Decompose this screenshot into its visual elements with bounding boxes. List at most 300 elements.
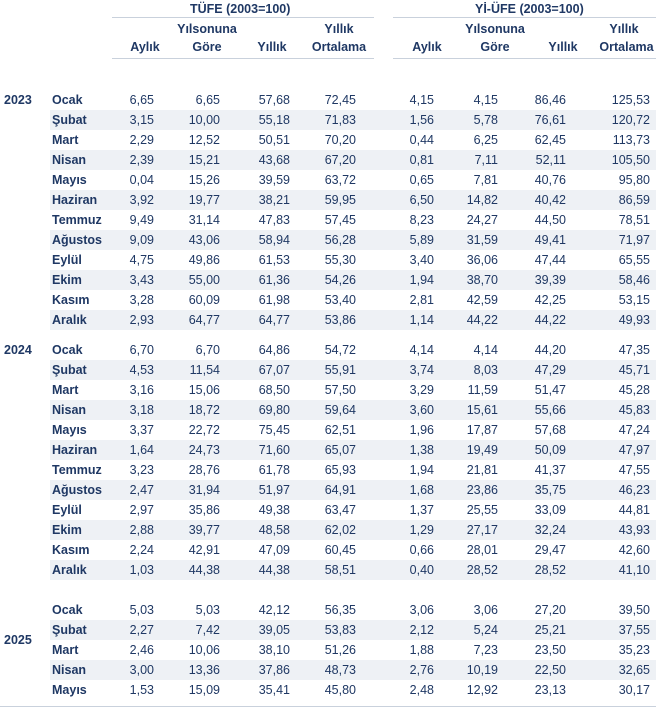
cpi-monthly-cell: 3,16 xyxy=(129,383,154,397)
table-row xyxy=(50,230,656,250)
ppi-monthly-cell: 3,60 xyxy=(409,403,434,417)
ppi-monthly-cell: 8,23 xyxy=(409,213,434,227)
cpi-header-annual: Yıllık xyxy=(257,40,287,54)
ppi-annual-cell: 44,22 xyxy=(534,313,566,327)
table-row xyxy=(50,620,656,640)
ppi-annual-cell: 44,20 xyxy=(534,343,566,357)
ppi-avg-cell: 43,93 xyxy=(618,523,650,537)
ppi-ytd-cell: 17,87 xyxy=(466,423,498,437)
ppi-ytd-cell: 8,03 xyxy=(473,363,498,377)
ppi-monthly-cell: 0,66 xyxy=(409,543,434,557)
cpi-avg-cell: 54,26 xyxy=(324,273,356,287)
cpi-monthly-cell: 6,70 xyxy=(129,343,154,357)
table-row xyxy=(50,380,656,400)
cpi-annual-cell: 39,59 xyxy=(258,173,290,187)
ppi-annual-cell: 41,37 xyxy=(534,463,566,477)
ppi-ytd-cell: 5,78 xyxy=(473,113,498,127)
ppi-monthly-cell: 1,94 xyxy=(409,463,434,477)
ppi-avg-cell: 125,53 xyxy=(611,93,650,107)
table-row xyxy=(50,250,656,270)
ppi-monthly-cell: 1,88 xyxy=(409,643,434,657)
ppi-avg-cell: 49,93 xyxy=(618,313,650,327)
ppi-avg-cell: 113,73 xyxy=(612,133,650,147)
cpi-avg-cell: 59,95 xyxy=(324,193,356,207)
table-row xyxy=(50,480,656,500)
cpi-avg-cell: 64,91 xyxy=(324,483,356,497)
cpi-monthly-cell: 3,00 xyxy=(129,663,154,677)
cpi-annual-cell: 55,18 xyxy=(258,113,290,127)
cpi-annual-cell: 58,94 xyxy=(258,233,290,247)
ppi-monthly-cell: 0,65 xyxy=(409,173,434,187)
ppi-annual-cell: 28,52 xyxy=(534,563,566,577)
ppi-avg-cell: 78,51 xyxy=(618,213,650,227)
month-label: Ocak xyxy=(52,603,83,617)
month-label: Nisan xyxy=(52,403,87,417)
cpi-ytd-cell: 35,86 xyxy=(188,503,220,517)
ppi-annual-cell: 25,21 xyxy=(534,623,566,637)
cpi-monthly-cell: 2,46 xyxy=(129,643,154,657)
ppi-ytd-cell: 28,52 xyxy=(466,563,498,577)
month-label: Mayıs xyxy=(52,173,87,187)
table-bottom-divider xyxy=(0,706,656,707)
cpi-ytd-cell: 28,76 xyxy=(188,463,220,477)
cpi-ytd-cell: 64,77 xyxy=(188,313,220,327)
table-row xyxy=(50,340,656,360)
cpi-monthly-cell: 2,47 xyxy=(129,483,154,497)
table-row xyxy=(50,270,656,290)
month-label: Temmuz xyxy=(52,463,102,477)
cpi-monthly-cell: 3,92 xyxy=(129,193,154,207)
ppi-avg-cell: 47,97 xyxy=(618,443,650,457)
ppi-avg-cell: 37,55 xyxy=(618,623,650,637)
cpi-monthly-cell: 1,53 xyxy=(129,683,154,697)
ppi-annual-cell: 29,47 xyxy=(534,543,566,557)
table-row xyxy=(50,110,656,130)
ppi-annual-cell: 23,50 xyxy=(534,643,566,657)
table-row xyxy=(50,540,656,560)
cpi-header-avg-top: Yıllık xyxy=(324,22,354,36)
cpi-monthly-cell: 2,29 xyxy=(129,133,154,147)
ppi-monthly-cell: 4,14 xyxy=(409,343,434,357)
month-label: Ekim xyxy=(52,523,82,537)
cpi-avg-cell: 62,51 xyxy=(324,423,356,437)
table-row xyxy=(50,460,656,480)
cpi-ytd-cell: 7,42 xyxy=(195,623,220,637)
cpi-ytd-cell: 18,72 xyxy=(188,403,220,417)
ppi-ytd-cell: 11,59 xyxy=(467,383,498,397)
ppi-avg-cell: 39,50 xyxy=(618,603,650,617)
ppi-ytd-cell: 4,14 xyxy=(473,343,498,357)
month-label: Ağustos xyxy=(52,233,102,247)
cpi-ytd-cell: 5,03 xyxy=(195,603,220,617)
cpi-annual-cell: 71,60 xyxy=(258,443,290,457)
ppi-monthly-cell: 5,89 xyxy=(409,233,434,247)
ppi-annual-cell: 52,11 xyxy=(535,153,566,167)
month-label: Kasım xyxy=(52,293,90,307)
cpi-monthly-cell: 4,75 xyxy=(129,253,154,267)
cpi-header-monthly: Aylık xyxy=(130,40,160,54)
ppi-annual-cell: 27,20 xyxy=(534,603,566,617)
cpi-avg-cell: 54,72 xyxy=(324,343,356,357)
cpi-annual-cell: 39,05 xyxy=(258,623,290,637)
ppi-ytd-cell: 14,82 xyxy=(466,193,498,207)
cpi-ytd-cell: 22,72 xyxy=(188,423,220,437)
cpi-avg-cell: 57,45 xyxy=(324,213,356,227)
ppi-ytd-cell: 21,81 xyxy=(466,463,498,477)
cpi-ytd-cell: 55,00 xyxy=(188,273,220,287)
cpi-ytd-cell: 31,14 xyxy=(188,213,220,227)
ppi-avg-cell: 45,83 xyxy=(618,403,650,417)
cpi-monthly-cell: 2,39 xyxy=(129,153,154,167)
cpi-avg-cell: 59,64 xyxy=(324,403,356,417)
cpi-annual-cell: 61,78 xyxy=(258,463,290,477)
ppi-monthly-cell: 3,29 xyxy=(409,383,434,397)
ppi-monthly-cell: 1,68 xyxy=(409,483,434,497)
ppi-ytd-cell: 4,15 xyxy=(473,93,498,107)
cpi-ytd-cell: 19,77 xyxy=(188,193,220,207)
year-label: 2023 xyxy=(4,93,32,107)
cpi-ytd-cell: 31,94 xyxy=(188,483,220,497)
ppi-ytd-cell: 7,11 xyxy=(474,153,498,167)
cpi-monthly-cell: 6,65 xyxy=(129,93,154,107)
cpi-avg-cell: 58,51 xyxy=(324,563,356,577)
ppi-avg-cell: 32,65 xyxy=(618,663,650,677)
cpi-group-divider xyxy=(112,17,374,18)
ppi-monthly-cell: 4,15 xyxy=(409,93,434,107)
month-label: Eylül xyxy=(52,253,82,267)
month-label: Eylül xyxy=(52,503,82,517)
cpi-annual-cell: 67,07 xyxy=(258,363,290,377)
cpi-avg-cell: 65,07 xyxy=(324,443,356,457)
table-row xyxy=(50,150,656,170)
ppi-monthly-cell: 3,40 xyxy=(409,253,434,267)
cpi-ytd-cell: 24,73 xyxy=(188,443,220,457)
cpi-annual-cell: 68,50 xyxy=(258,383,290,397)
cpi-avg-cell: 51,26 xyxy=(324,643,356,657)
ppi-header-ytd-top: Yılsonuna xyxy=(465,22,525,36)
cpi-annual-cell: 64,77 xyxy=(258,313,290,327)
month-label: Ocak xyxy=(52,343,83,357)
ppi-ytd-cell: 24,27 xyxy=(466,213,498,227)
cpi-annual-cell: 38,21 xyxy=(258,193,290,207)
cpi-group-title: TÜFE (2003=100) xyxy=(190,2,291,16)
cpi-monthly-cell: 2,27 xyxy=(129,623,154,637)
ppi-ytd-cell: 3,06 xyxy=(473,603,498,617)
ppi-ytd-cell: 28,01 xyxy=(466,543,498,557)
ppi-monthly-cell: 2,81 xyxy=(409,293,434,307)
ppi-ytd-cell: 36,06 xyxy=(466,253,498,267)
cpi-annual-cell: 47,83 xyxy=(258,213,290,227)
cpi-avg-cell: 56,28 xyxy=(324,233,356,247)
cpi-annual-cell: 75,45 xyxy=(258,423,290,437)
cpi-ytd-cell: 6,65 xyxy=(195,93,220,107)
month-label: Nisan xyxy=(52,663,87,677)
ppi-monthly-cell: 0,44 xyxy=(409,133,434,147)
month-label: Ağustos xyxy=(52,483,102,497)
ppi-header-avg-top: Yıllık xyxy=(609,22,639,36)
cpi-avg-cell: 62,02 xyxy=(324,523,356,537)
ppi-annual-cell: 49,41 xyxy=(534,233,566,247)
ppi-monthly-cell: 0,40 xyxy=(409,563,434,577)
ppi-avg-cell: 42,60 xyxy=(618,543,650,557)
cpi-annual-cell: 35,41 xyxy=(258,683,290,697)
table-row xyxy=(50,420,656,440)
ppi-ytd-cell: 6,25 xyxy=(473,133,498,147)
cpi-avg-cell: 56,35 xyxy=(324,603,356,617)
cpi-monthly-cell: 2,24 xyxy=(129,543,154,557)
cpi-ytd-cell: 44,38 xyxy=(188,563,220,577)
month-label: Mart xyxy=(52,383,79,397)
cpi-annual-cell: 49,38 xyxy=(258,503,290,517)
ppi-ytd-cell: 27,17 xyxy=(466,523,498,537)
ppi-annual-cell: 22,50 xyxy=(534,663,566,677)
cpi-header-ytd-bottom: Göre xyxy=(192,40,222,54)
ppi-ytd-cell: 15,61 xyxy=(466,403,498,417)
cpi-ytd-cell: 6,70 xyxy=(195,343,220,357)
cpi-monthly-cell: 2,97 xyxy=(129,503,154,517)
ppi-ytd-cell: 31,59 xyxy=(466,233,498,247)
cpi-ytd-cell: 13,36 xyxy=(188,663,220,677)
cpi-avg-cell: 48,73 xyxy=(324,663,356,677)
cpi-avg-cell: 72,45 xyxy=(324,93,356,107)
month-label: Nisan xyxy=(52,153,87,167)
table-row xyxy=(50,170,656,190)
ppi-ytd-cell: 12,92 xyxy=(466,683,498,697)
ppi-monthly-cell: 2,48 xyxy=(409,683,434,697)
cpi-monthly-cell: 3,23 xyxy=(129,463,154,477)
ppi-avg-cell: 45,28 xyxy=(618,383,650,397)
cpi-ytd-cell: 49,86 xyxy=(188,253,220,267)
cpi-monthly-cell: 3,15 xyxy=(129,113,154,127)
ppi-annual-cell: 51,47 xyxy=(534,383,566,397)
cpi-avg-cell: 67,20 xyxy=(324,153,356,167)
cpi-avg-cell: 65,93 xyxy=(324,463,356,477)
cpi-monthly-cell: 3,18 xyxy=(129,403,154,417)
ppi-monthly-cell: 1,38 xyxy=(409,443,434,457)
table-row xyxy=(50,310,656,330)
ppi-avg-cell: 35,23 xyxy=(618,643,650,657)
month-label: Aralık xyxy=(52,313,87,327)
ppi-monthly-cell: 2,76 xyxy=(409,663,434,677)
table-row xyxy=(50,90,656,110)
cpi-annual-cell: 43,68 xyxy=(258,153,290,167)
cpi-avg-cell: 53,86 xyxy=(324,313,356,327)
ppi-avg-cell: 44,81 xyxy=(618,503,650,517)
ppi-avg-cell: 30,17 xyxy=(618,683,650,697)
table-row xyxy=(50,600,656,620)
cpi-ytd-cell: 39,77 xyxy=(188,523,220,537)
cpi-ytd-cell: 15,09 xyxy=(188,683,220,697)
cpi-annual-cell: 37,86 xyxy=(258,663,290,677)
ppi-header-monthly: Aylık xyxy=(412,40,442,54)
cpi-monthly-cell: 2,88 xyxy=(129,523,154,537)
cpi-monthly-cell: 9,49 xyxy=(129,213,154,227)
ppi-annual-cell: 39,39 xyxy=(534,273,566,287)
table-row xyxy=(50,190,656,210)
year-label: 2024 xyxy=(4,343,32,357)
ppi-annual-cell: 42,25 xyxy=(534,293,566,307)
month-label: Aralık xyxy=(52,563,87,577)
cpi-monthly-cell: 9,09 xyxy=(129,233,154,247)
cpi-avg-cell: 70,20 xyxy=(324,133,356,147)
table-row xyxy=(50,660,656,680)
cpi-avg-cell: 57,50 xyxy=(324,383,356,397)
table-row xyxy=(50,560,656,580)
cpi-annual-cell: 38,10 xyxy=(258,643,290,657)
ppi-annual-cell: 47,44 xyxy=(534,253,566,267)
table-row xyxy=(50,360,656,380)
ppi-header-ytd-bottom: Göre xyxy=(480,40,510,54)
ppi-ytd-cell: 44,22 xyxy=(466,313,498,327)
ppi-annual-cell: 86,46 xyxy=(534,93,566,107)
ppi-avg-cell: 86,59 xyxy=(618,193,650,207)
ppi-group-title: Yİ-ÜFE (2003=100) xyxy=(475,2,584,16)
cpi-avg-cell: 63,72 xyxy=(324,173,356,187)
ppi-avg-cell: 41,10 xyxy=(618,563,650,577)
table-row xyxy=(50,440,656,460)
ppi-header-avg-bottom: Ortalama xyxy=(599,40,654,54)
ppi-ytd-cell: 23,86 xyxy=(466,483,498,497)
cpi-ytd-cell: 42,91 xyxy=(188,543,220,557)
ppi-header-divider xyxy=(393,58,656,59)
table-row xyxy=(50,520,656,540)
ppi-avg-cell: 47,24 xyxy=(618,423,650,437)
ppi-annual-cell: 47,29 xyxy=(534,363,566,377)
ppi-annual-cell: 32,24 xyxy=(534,523,566,537)
table-row xyxy=(50,640,656,660)
cpi-annual-cell: 51,97 xyxy=(258,483,290,497)
ppi-avg-cell: 58,46 xyxy=(618,273,650,287)
ppi-annual-cell: 57,68 xyxy=(534,423,566,437)
cpi-ytd-cell: 10,00 xyxy=(188,113,220,127)
cpi-header-ytd-top: Yılsonuna xyxy=(177,22,237,36)
ppi-annual-cell: 40,42 xyxy=(534,193,566,207)
cpi-monthly-cell: 1,64 xyxy=(129,443,154,457)
ppi-ytd-cell: 7,81 xyxy=(473,173,498,187)
cpi-monthly-cell: 3,28 xyxy=(129,293,154,307)
month-label: Şubat xyxy=(52,113,87,127)
month-label: Mayıs xyxy=(52,423,87,437)
cpi-avg-cell: 53,40 xyxy=(324,293,356,307)
cpi-monthly-cell: 3,37 xyxy=(129,423,154,437)
ppi-ytd-cell: 19,49 xyxy=(466,443,498,457)
table-row xyxy=(50,290,656,310)
cpi-annual-cell: 50,51 xyxy=(258,133,290,147)
month-label: Ekim xyxy=(52,273,82,287)
ppi-monthly-cell: 1,37 xyxy=(409,503,434,517)
ppi-monthly-cell: 1,29 xyxy=(409,523,434,537)
ppi-header-annual: Yıllık xyxy=(548,40,578,54)
ppi-avg-cell: 105,50 xyxy=(611,153,650,167)
cpi-ytd-cell: 10,06 xyxy=(188,643,220,657)
ppi-group-divider xyxy=(393,17,656,18)
month-label: Temmuz xyxy=(52,213,102,227)
month-label: Haziran xyxy=(52,193,98,207)
month-label: Mayıs xyxy=(52,683,87,697)
month-label: Kasım xyxy=(52,543,90,557)
ppi-monthly-cell: 3,74 xyxy=(409,363,434,377)
table-row xyxy=(50,400,656,420)
month-label: Ocak xyxy=(52,93,83,107)
ppi-monthly-cell: 1,94 xyxy=(409,273,434,287)
cpi-monthly-cell: 3,43 xyxy=(129,273,154,287)
cpi-monthly-cell: 2,93 xyxy=(129,313,154,327)
cpi-monthly-cell: 0,04 xyxy=(129,173,154,187)
ppi-avg-cell: 65,55 xyxy=(618,253,650,267)
ppi-monthly-cell: 0,81 xyxy=(409,153,434,167)
ppi-annual-cell: 35,75 xyxy=(534,483,566,497)
cpi-monthly-cell: 1,03 xyxy=(129,563,154,577)
cpi-annual-cell: 69,80 xyxy=(258,403,290,417)
cpi-ytd-cell: 15,26 xyxy=(188,173,220,187)
ppi-annual-cell: 50,09 xyxy=(534,443,566,457)
cpi-ytd-cell: 15,21 xyxy=(188,153,220,167)
ppi-ytd-cell: 7,23 xyxy=(473,643,498,657)
ppi-ytd-cell: 38,70 xyxy=(466,273,498,287)
cpi-annual-cell: 48,58 xyxy=(258,523,290,537)
ppi-monthly-cell: 3,06 xyxy=(409,603,434,617)
cpi-monthly-cell: 5,03 xyxy=(129,603,154,617)
cpi-avg-cell: 45,80 xyxy=(324,683,356,697)
ppi-annual-cell: 62,45 xyxy=(534,133,566,147)
ppi-avg-cell: 95,80 xyxy=(618,173,650,187)
ppi-avg-cell: 47,35 xyxy=(618,343,650,357)
table-row xyxy=(50,130,656,150)
ppi-avg-cell: 46,23 xyxy=(618,483,650,497)
cpi-avg-cell: 60,45 xyxy=(324,543,356,557)
month-label: Şubat xyxy=(52,363,87,377)
ppi-annual-cell: 40,76 xyxy=(534,173,566,187)
ppi-avg-cell: 120,72 xyxy=(611,113,650,127)
ppi-ytd-cell: 10,19 xyxy=(466,663,498,677)
ppi-monthly-cell: 1,14 xyxy=(409,313,434,327)
ppi-monthly-cell: 1,96 xyxy=(409,423,434,437)
month-label: Mart xyxy=(52,643,79,657)
cpi-ytd-cell: 15,06 xyxy=(188,383,220,397)
cpi-ytd-cell: 60,09 xyxy=(188,293,220,307)
cpi-annual-cell: 42,12 xyxy=(258,603,290,617)
ppi-avg-cell: 53,15 xyxy=(618,293,650,307)
cpi-annual-cell: 61,53 xyxy=(258,253,290,267)
cpi-avg-cell: 63,47 xyxy=(324,503,356,517)
table-row xyxy=(50,210,656,230)
cpi-header-avg-bottom: Ortalama xyxy=(311,40,367,54)
ppi-avg-cell: 47,55 xyxy=(618,463,650,477)
month-label: Haziran xyxy=(52,443,98,457)
cpi-header-divider xyxy=(112,58,374,59)
ppi-annual-cell: 23,13 xyxy=(534,683,566,697)
ppi-ytd-cell: 42,59 xyxy=(466,293,498,307)
ppi-annual-cell: 55,66 xyxy=(534,403,566,417)
ppi-monthly-cell: 1,56 xyxy=(409,113,434,127)
cpi-annual-cell: 61,36 xyxy=(258,273,290,287)
cpi-annual-cell: 47,09 xyxy=(258,543,290,557)
ppi-ytd-cell: 5,24 xyxy=(473,623,498,637)
table-row xyxy=(50,500,656,520)
cpi-avg-cell: 53,83 xyxy=(324,623,356,637)
ppi-avg-cell: 45,71 xyxy=(618,363,650,377)
cpi-avg-cell: 71,83 xyxy=(324,113,356,127)
cpi-monthly-cell: 4,53 xyxy=(129,363,154,377)
cpi-avg-cell: 55,91 xyxy=(324,363,356,377)
cpi-ytd-cell: 43,06 xyxy=(188,233,220,247)
ppi-monthly-cell: 6,50 xyxy=(409,193,434,207)
month-label: Mart xyxy=(52,133,79,147)
cpi-annual-cell: 61,98 xyxy=(258,293,290,307)
ppi-annual-cell: 76,61 xyxy=(534,113,566,127)
cpi-annual-cell: 57,68 xyxy=(258,93,290,107)
cpi-ytd-cell: 11,54 xyxy=(189,363,220,377)
